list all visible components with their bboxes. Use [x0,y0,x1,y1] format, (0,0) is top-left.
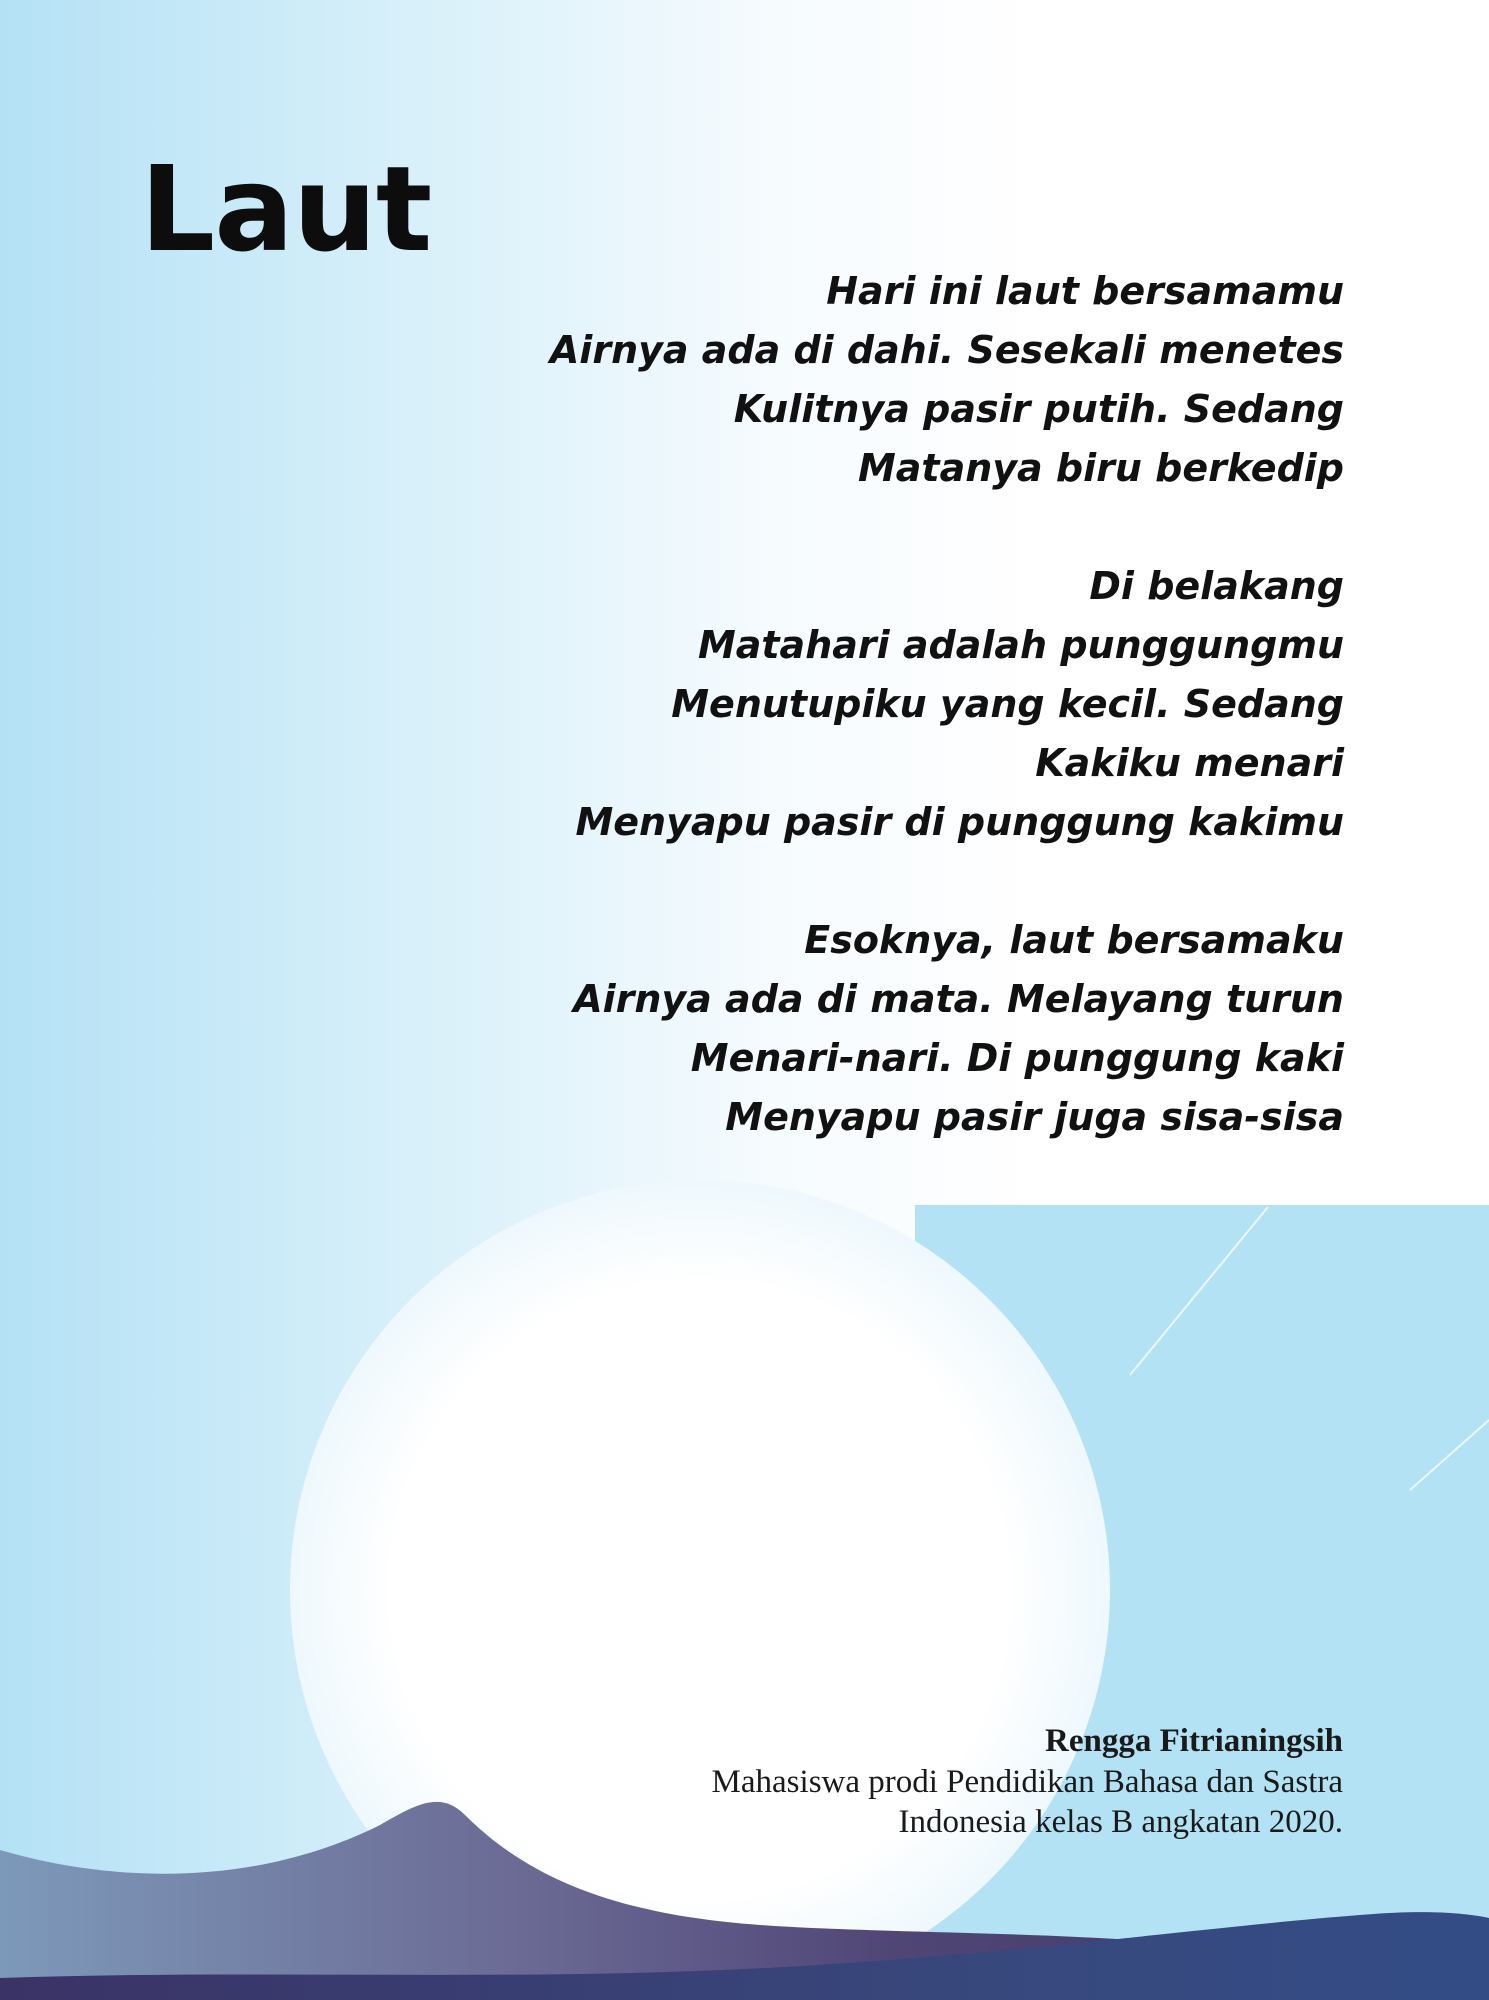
poem-line: Matanya biru berkedip [857,446,1344,490]
poem-line: Menyapu pasir di punggung kakimu [575,800,1344,844]
poem-line: Menari-nari. Di punggung kaki [690,1036,1344,1080]
poem-line: Kulitnya pasir putih. Sedang [733,387,1344,431]
poem-body [524,262,1344,1147]
author-description: Mahasiswa prodi Pendidikan Bahasa dan Sastra [711,1764,1343,1800]
poem-line: Airnya ada di mata. Melayang turun [573,977,1344,1021]
poem-line: Di belakang [1089,564,1344,608]
stanza [524,557,1344,852]
author-name: Rengga Fitrianingsih [1045,1723,1343,1759]
author-description: Indonesia kelas B angkatan 2020. [898,1804,1343,1840]
poem-line: Menyapu pasir juga sisa-sisa [725,1095,1344,1139]
poem-title: Laut [140,140,432,278]
poem-line: Matahari adalah punggungmu [697,623,1344,667]
poem-line: Airnya ada di dahi. Sesekali menetes [549,328,1344,372]
poem-line: Hari ini laut bersamamu [826,269,1344,313]
poem-line: Menutupiku yang kecil. Sedang [671,682,1344,726]
author-block [443,1720,1343,1842]
poem-line: Esoknya, laut bersamaku [804,918,1344,962]
stanza [524,262,1344,498]
poem-line: Kakiku menari [1035,741,1344,785]
stanza [524,911,1344,1147]
